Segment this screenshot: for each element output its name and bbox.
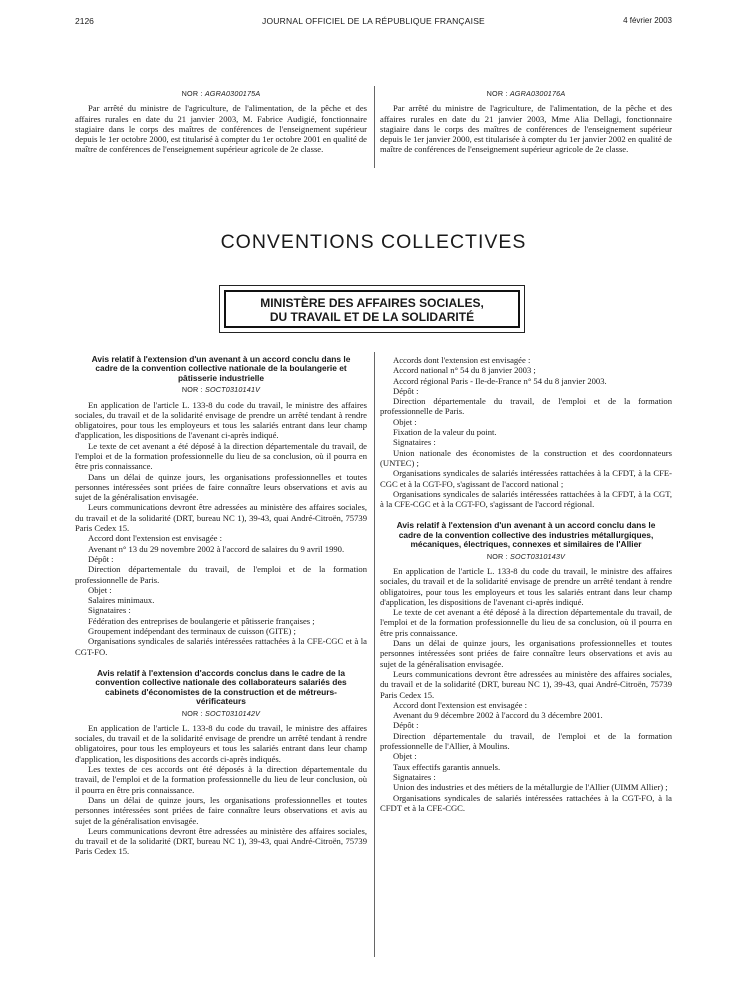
paragraph: Dans un délai de quinze jours, les organisations professionnelles et toutes personnes intéressées sont priées de faire connaître leurs observations et avis au sujet de la généralisation envisagée. xyxy=(75,794,367,826)
accord-text: Avenant du 9 décembre 2002 à l'accord du 3 décembre 2001. xyxy=(393,710,603,721)
signataire: Union nationale des économistes de la construction et des coordonnateurs (UNTEC) ; xyxy=(380,447,672,468)
paragraph: En application de l'article L. 133-8 du code du travail, le ministre des affaires sociales, du travail et de la solidarité envisage de prendre un arrêté tendant à rendre obligatoires, pour tous les employeurs et tous les salariés entrant dans leur champ d'application, les dispositions de l'avenant ci-après indiqué. xyxy=(380,565,672,607)
objet-label: Objet : xyxy=(393,751,417,762)
paragraph: Leurs communications devront être adressées au ministère des affaires sociales, du travail et de la solidarité (DRT, bureau NC 1), 39-43, quai André-Citroën, 75739 Paris Cedex 15. xyxy=(75,825,367,857)
depot-text: Direction départementale du travail, de l'emploi et de la formation professionnelle de Paris. xyxy=(380,396,672,417)
signataire: Organisations syndicales de salariés intéressées rattachées à la CGT-FO, à la CFDT et à la CFE-CGC. xyxy=(380,792,672,813)
nor-reference: NOR : AGRA0300175A xyxy=(181,89,261,98)
paragraph: Les textes de ces accords ont été déposés à la direction départementale du travail, de l'emploi et de la formation professionnelle du lieu de leur conclusion, où il pourra en être pris connaissance. xyxy=(75,764,367,795)
section-title: CONVENTIONS COLLECTIVES xyxy=(220,231,527,253)
column-divider xyxy=(374,352,375,957)
accord-text: Avenant n° 13 du 29 novembre 2002 à l'accord de salaires du 9 avril 1990. xyxy=(88,543,345,554)
accord-national: Accord national n° 54 du 8 janvier 2003 ; xyxy=(393,365,536,376)
avis-boulangerie xyxy=(75,355,367,657)
nor-reference: NOR : SOCT0310142V xyxy=(181,708,261,718)
signataire: Organisations syndicales de salariés intéressées rattachées à la CFE-CGC et à la CGT-FO. xyxy=(75,636,367,657)
page-header xyxy=(75,14,672,28)
paragraph: Le texte de cet avenant a été déposé à la direction départementale du travail, de l'emploi et de la formation professionnelle du lieu de sa conclusion, où il pourra en être pris connaissance. xyxy=(75,440,367,472)
avis-title: Avis relatif à l'extension d'un avenant à un accord conclu dans le cadre de la convention collective nationale de la boulangerie et pâtisserie industrielle xyxy=(91,354,351,383)
signataires-label: Signataires : xyxy=(88,605,131,616)
journal-title: JOURNAL OFFICIEL DE LA RÉPUBLIQUE FRANÇAISE xyxy=(262,16,485,26)
objet-label: Objet : xyxy=(393,416,417,427)
paragraph: Leurs communications devront être adressées au ministère des affaires sociales, du travail et de la solidarité (DRT, bureau NC 1), 39-43, quai André-Citroën, 75739 Paris Cedex 15. xyxy=(380,668,672,700)
accord-regional: Accord régional Paris - Ile-de-France n° 54 du 8 janvier 2003. xyxy=(393,375,607,386)
ministry-line-1: MINISTÈRE DES AFFAIRES SOCIALES, xyxy=(260,296,484,310)
nor-reference: NOR : SOCT0310141V xyxy=(181,385,261,395)
paragraph: Le texte de cet avenant a été déposé à la direction départementale du travail, de l'emploi et de la formation professionnelle du lieu de sa conclusion, où il pourra en être pris connaissance. xyxy=(380,607,672,638)
objet-text: Fixation de la valeur du point. xyxy=(393,427,497,438)
left-column xyxy=(75,355,367,857)
objet-label: Objet : xyxy=(88,584,112,595)
notice-top-left xyxy=(75,88,367,155)
depot-label: Dépôt : xyxy=(88,553,114,564)
depot-label: Dépôt : xyxy=(393,720,419,731)
objet-text: Taux effectifs garantis annuels. xyxy=(393,761,501,772)
avis-economistes xyxy=(75,669,367,857)
page-number: 2126 xyxy=(75,16,94,26)
depot-text: Direction départementale du travail, de l'emploi et de la formation professionnelle de l'Allier, à Moulins. xyxy=(380,730,672,752)
notice-text: Par arrêté du ministre de l'agriculture, de l'alimentation, de la pêche et des affaires rurales en date du 21 janvier 2003, Mme Alia Dellagi, fonctionnaire stagiaire dans le corps des maîtres de conférences de l'enseignement supérieur depuis le 1er janvier 2000, est titularisée à compter du 1er janvier 2002 en qualité de maître de conférences de l'enseignement supérieur agricole de 2e classe. xyxy=(380,103,672,155)
signataire: Fédération des entreprises de boulangerie et pâtisserie françaises ; xyxy=(88,615,315,626)
paragraph: Leurs communications devront être adressées au ministère des affaires sociales, du travail et de la solidarité (DRT, bureau NC 1), 39-43, quai André-Citroën, 75739 Paris Cedex 15. xyxy=(75,502,367,534)
nor-reference: NOR : AGRA0300176A xyxy=(486,89,566,98)
signataire: Union des industries et des métiers de la métallurgie de l'Allier (UIMM Allier) ; xyxy=(393,782,668,793)
issue-date: 4 février 2003 xyxy=(623,16,672,25)
ministry-box xyxy=(219,285,525,333)
signataire: Organisations syndicales de salariés intéressées rattachées à la CFDT, à la CGT, à la CFE-CGC et à la CGT-FO, s'agissant de l'accord régional. xyxy=(380,488,672,510)
right-column xyxy=(380,355,672,813)
accords-label: Accords dont l'extension est envisagée : xyxy=(393,355,531,365)
paragraph: Dans un délai de quinze jours, les organisations professionnelles et toutes personnes intéressées sont priées de faire connaître leurs observations et avis au sujet de la généralisation envisagée. xyxy=(380,638,672,669)
avis-metallurgie-allier xyxy=(380,521,672,813)
paragraph: Dans un délai de quinze jours, les organisations professionnelles et toutes personnes intéressées sont priées de faire connaître leurs observations et avis au sujet de la généralisation envisagée. xyxy=(75,471,367,503)
avis-title: Avis relatif à l'extension d'un avenant à un accord conclu dans le cadre de la convention collective des industries métallurgiques, mécaniques, électriques, connexes et similaires de l'Allier xyxy=(396,520,656,550)
accord-label: Accord dont l'extension est envisagée : xyxy=(88,533,222,544)
notice-text: Par arrêté du ministre de l'agriculture, de l'alimentation, de la pêche et des affaires rurales en date du 21 janvier 2003, M. Fabrice Audigié, fonctionnaire stagiaire dans le corps des maîtres de conférences de l'enseignement supérieur depuis le 1er octobre 2000, est titularisé à compter du 1er octobre 2001 en qualité de maître de conférences de l'enseignement supérieur agricole de 2e classe. xyxy=(75,103,367,155)
notice-top-right xyxy=(380,88,672,155)
accord-label: Accord dont l'extension est envisagée : xyxy=(393,699,527,710)
depot-text: Direction départementale du travail, de l'emploi et de la formation professionnelle de Paris. xyxy=(75,564,367,585)
signataires-label: Signataires : xyxy=(393,771,436,782)
nor-reference: NOR : SOCT0310143V xyxy=(486,551,566,561)
ministry-line-2: DU TRAVAIL ET DE LA SOLIDARITÉ xyxy=(269,310,475,324)
signataire: Groupement indépendant des terminaux de cuisson (GITE) ; xyxy=(88,626,296,637)
avis-economistes-continued xyxy=(380,355,672,509)
column-divider xyxy=(374,86,375,168)
depot-label: Dépôt : xyxy=(393,385,419,396)
paragraph: En application de l'article L. 133-8 du code du travail, le ministre des affaires sociales, du travail et de la solidarité envisage de prendre un arrêté tendant à rendre obligatoires, pour tous les employeurs et tous les salariés entrant dans leur champ d'application, les dispositions de l'avenant ci-après indiqué. xyxy=(75,399,367,441)
objet-text: Salaires minimaux. xyxy=(88,595,155,606)
avis-title: Avis relatif à l'extension d'accords conclus dans le cadre de la convention collective nationale des collaborateurs salariés des cabinets d'économistes de la construction et de métreurs-vérificateurs xyxy=(95,667,347,707)
paragraph: En application de l'article L. 133-8 du code du travail, le ministre des affaires sociales, du travail et de la solidarité envisage de prendre un arrêté tendant à rendre obligatoires, pour tous les employeurs et tous les salariés entrant dans leur champ d'application, les dispositions des accords ci-après indiqués. xyxy=(75,722,367,764)
signataire: Organisations syndicales de salariés intéressées rattachées à la CFDT, à la CFE-CGC et à la CGT-FO, s'agissant de l'accord national ; xyxy=(380,468,672,489)
signataires-label: Signataires : xyxy=(393,437,436,448)
